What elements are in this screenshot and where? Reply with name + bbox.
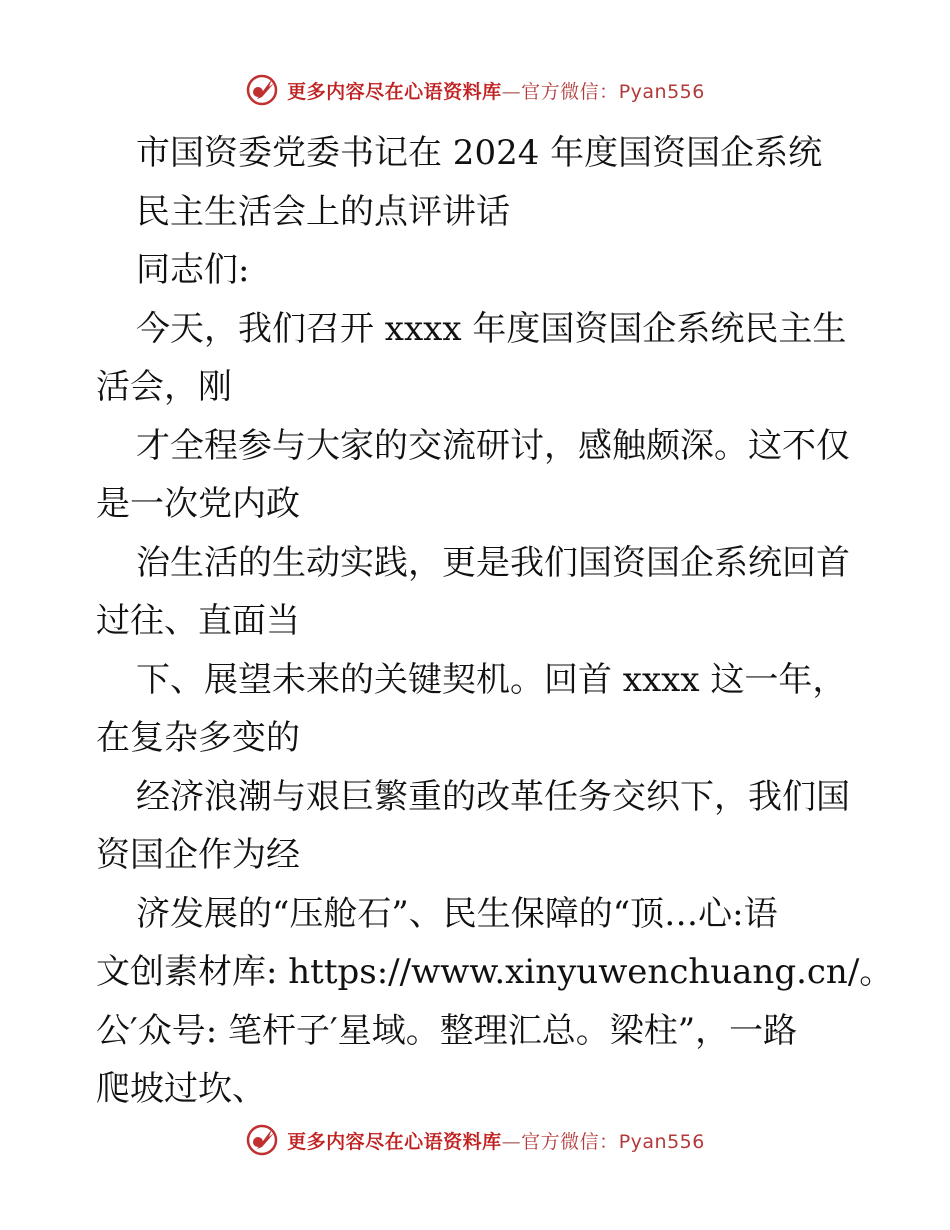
doc-line: 文创素材库: https://www.xinyuwenchuang.cn/。 [96,952,894,992]
header-watermark-banner [0,70,950,110]
doc-line: 经济浪潮与艰巨繁重的改革任务交织下，我们国 [136,776,850,817]
doc-line: 在复杂多变的 [96,718,300,758]
banner-wechat-label: 官方微信： [521,80,619,103]
banner-wechat-label: 官方微信： [521,1130,619,1153]
doc-line: 过往、直面当 [96,601,300,641]
doc-line: 今天，我们召开 xxxx 年度国资国企系统民主生 [136,308,847,349]
document-body [96,124,894,1119]
doc-line: 才全程参与大家的交流研讨，感触颇深。这不仅 [136,425,850,466]
doc-line: 爬坡过坎、 [96,1069,266,1109]
banner-separator: — [501,80,522,103]
doc-line: 治生活的生动实践，更是我们国资国企系统回首 [136,542,850,583]
quill-logo-icon [245,1123,279,1157]
doc-line: 同志们: [136,250,250,290]
doc-line: 市国资委党委书记在 2024 年度国资国企系统 [136,133,823,173]
banner-title: 更多内容尽在心语资料库 [287,1130,502,1153]
banner-text [287,77,705,104]
banner-text [287,1127,705,1154]
doc-line: 济发展的“压舱石”、民生保障的“顶…心:语 [136,893,778,934]
banner-separator: — [501,1130,522,1153]
footer-watermark-banner [0,1120,950,1160]
doc-line: 公′众号: 笔杆子′星域。整理汇总。梁柱”，一路 [96,1010,798,1051]
banner-title: 更多内容尽在心语资料库 [287,80,502,103]
banner-wechat-id: Pyan556 [618,1130,705,1153]
quill-logo-icon [245,73,279,107]
banner-wechat-id: Pyan556 [618,80,705,103]
doc-line: 下、展望未来的关键契机。回首 xxxx 这一年， [136,659,847,700]
doc-line: 民主生活会上的点评讲话 [136,191,510,232]
doc-line: 资国企作为经 [96,835,300,875]
doc-line: 是一次党内政 [96,484,300,524]
doc-line: 活会，刚 [96,367,232,407]
